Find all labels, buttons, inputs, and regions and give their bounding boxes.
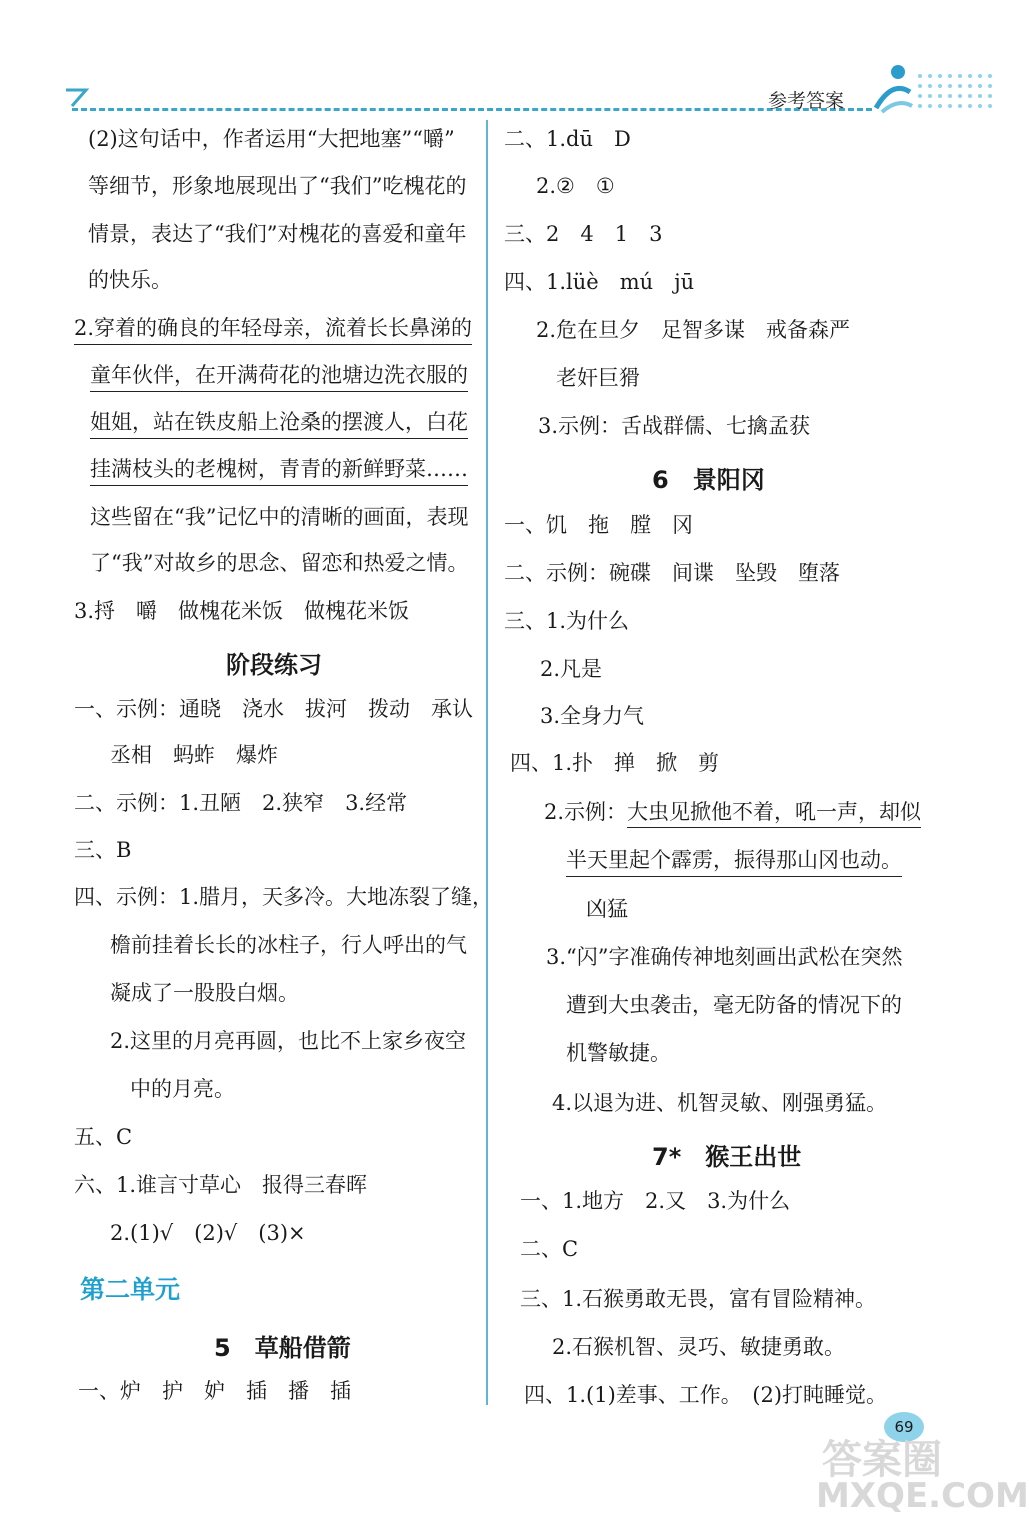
section-heading: 阶段练习 xyxy=(226,651,322,679)
answer-line: 情景，表达了“我们”对槐花的喜爱和童年 xyxy=(88,222,467,246)
lesson-heading: 6 景阳冈 xyxy=(652,466,765,494)
answer-line: 凝成了一股股白烟。 xyxy=(110,981,299,1005)
answer-line: 中的月亮。 xyxy=(130,1077,235,1101)
answer-line: 2.凡是 xyxy=(540,657,603,681)
watermark-bottom: MXQE.COM xyxy=(816,1476,1029,1516)
lesson-heading: 7* 猴王出世 xyxy=(652,1143,802,1171)
answer-line: 二、示例：碗碟 间谍 坠毁 堕落 xyxy=(504,561,840,585)
answer-line: 2.(1)√ (2)√ (3)× xyxy=(110,1221,306,1245)
watermark-top: 答案圈 xyxy=(822,1437,942,1483)
answer-line: 了“我”对故乡的思念、留恋和热爱之情。 xyxy=(90,551,469,575)
answer-line: 三、1.石猴勇敢无畏，富有冒险精神。 xyxy=(520,1287,877,1311)
answer-line: 机警敏捷。 xyxy=(566,1041,671,1065)
answer-line: 二、1.dū D xyxy=(504,127,631,151)
header-title: 参考答案 xyxy=(768,90,845,112)
underlined-quote: 大虫见掀他不着，吼一声，却似 xyxy=(627,800,921,828)
answer-line: 3.捋 嚼 做槐花米饭 做槐花米饭 xyxy=(74,599,410,623)
answer-line: 三、1.为什么 xyxy=(504,609,630,633)
answer-line: 二、C xyxy=(520,1237,579,1261)
answer-line: 三、B xyxy=(74,838,132,862)
answer-line: 4.以退为进、机智灵敏、刚强勇猛。 xyxy=(552,1091,888,1115)
lesson-heading: 5 草船借箭 xyxy=(214,1334,351,1362)
answer-line: (2)这句话中，作者运用“大把地塞”“嚼” xyxy=(88,127,455,151)
answer-line: 三、2 4 1 3 xyxy=(504,222,663,246)
answer-line: 一、饥 拖 膛 冈 xyxy=(504,513,693,537)
answer-line: 凶猛 xyxy=(586,897,628,921)
answer-line: 一、1.地方 2.又 3.为什么 xyxy=(520,1189,791,1213)
answer-line: 二、示例：1.丑陋 2.狭窄 3.经常 xyxy=(74,791,408,815)
underlined-answer-line: 2.穿着的确良的年轻母亲，流着长长鼻涕的 xyxy=(74,315,472,345)
answer-line: 的快乐。 xyxy=(88,268,172,292)
answer-line: 遭到大虫袭击，毫无防备的情况下的 xyxy=(566,993,902,1017)
underlined-answer-line: 挂满枝头的老槐树，青青的新鲜野菜…… xyxy=(90,456,468,486)
answer-line: 四、1.扑 掸 掀 剪 xyxy=(510,751,720,775)
underlined-answer-line: 姐姐，站在铁皮船上沧桑的摆渡人，白花 xyxy=(90,409,468,439)
answer-line: 五、C xyxy=(74,1125,133,1149)
answer-line xyxy=(544,799,921,825)
column-divider xyxy=(486,120,488,1405)
answer-line: 2.石猴机智、灵巧、敏捷勇敢。 xyxy=(552,1335,846,1359)
answer-line: 3.“闪”字准确传神地刻画出武松在突然 xyxy=(546,945,903,969)
answer-line: 这些留在“我”记忆中的清晰的画面，表现 xyxy=(90,505,469,529)
page-number: 69 xyxy=(884,1412,924,1442)
answer-line: 四、1.lüè mú jū xyxy=(504,270,695,294)
answer-line: 3.全身力气 xyxy=(540,704,645,728)
underlined-answer-line: 半天里起个霹雳，振得那山冈也动。 xyxy=(566,847,902,877)
unit-title: 第二单元 xyxy=(80,1275,181,1304)
answer-line: 四、1.(1)差事、工作。 (2)打盹睡觉。 xyxy=(524,1383,888,1407)
header-dashed-line xyxy=(72,108,872,111)
answer-line: 2.危在旦夕 足智多谋 戒备森严 xyxy=(536,318,851,342)
answer-line: 等细节，形象地展现出了“我们”吃槐花的 xyxy=(88,174,467,198)
answer-line: 檐前挂着长长的冰柱子，行人呼出的气 xyxy=(110,933,467,957)
answer-line: 一、炉 护 妒 插 播 插 xyxy=(78,1379,351,1403)
answer-line: 丞相 蚂蚱 爆炸 xyxy=(110,743,278,767)
answer-prefix: 2.示例： xyxy=(544,800,628,824)
answer-line: 3.示例：舌战群儒、七擒孟获 xyxy=(538,414,811,438)
answer-line: 2.这里的月亮再圆，也比不上家乡夜空 xyxy=(110,1029,467,1053)
underlined-answer-line: 童年伙伴，在开满荷花的池塘边洗衣服的 xyxy=(90,362,468,392)
answer-line: 老奸巨猾 xyxy=(556,366,640,390)
answer-line: 一、示例：通晓 浇水 拔河 拨动 承认 xyxy=(74,697,473,721)
decorative-dots-icon xyxy=(860,66,1000,126)
answer-line: 2.② ① xyxy=(536,174,615,198)
answer-line: 四、示例：1.腊月，天多冷。大地冻裂了缝， xyxy=(74,885,494,909)
answer-line: 六、1.谁言寸草心 报得三春晖 xyxy=(74,1173,368,1197)
corner-mark-icon xyxy=(62,84,92,110)
